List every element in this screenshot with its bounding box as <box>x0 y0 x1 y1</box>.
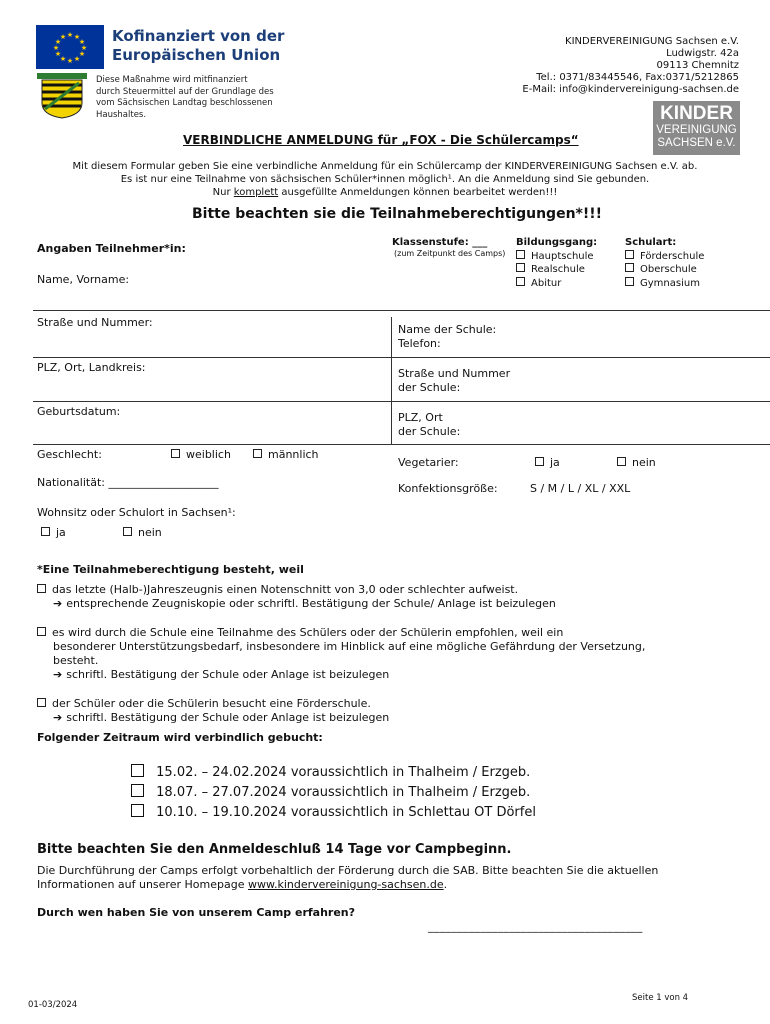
eligibility-criterion-special-school[interactable] <box>37 697 389 725</box>
checkbox-icon[interactable] <box>625 250 634 259</box>
deadline-line-suffix: . <box>443 878 448 891</box>
clothing-size-label: Konfektionsgröße: <box>398 482 498 495</box>
deadline-heading: Bitte beachten Sie den Anmeldeschluß 14 Tage vor Campbeginn. <box>37 842 512 857</box>
gender-label: Geschlecht: <box>37 448 102 461</box>
criterion-line: das letzte (Halb-)Jahreszeugnis einen Notenschnitt von 3,0 oder schlechter aufweist. <box>52 583 519 596</box>
form-title: VERBINDLICHE ANMELDUNG für „FOX - Die Schülercamps“ <box>183 133 579 147</box>
track-option-label: Abitur <box>531 277 562 289</box>
svg-text:★: ★ <box>73 33 81 41</box>
checkbox-icon[interactable] <box>625 277 634 286</box>
intro-emphasis: komplett <box>233 187 279 198</box>
intro-prefix: Nur <box>212 187 231 198</box>
checkbox-icon[interactable] <box>625 263 634 272</box>
criterion-text <box>37 626 645 640</box>
residence-label: Wohnsitz oder Schulort in Sachsen¹: <box>37 506 236 519</box>
eu-cofinance-line1: Kofinanziert von der <box>112 27 285 45</box>
source-answer-line[interactable]: _____________________________________ <box>428 920 643 933</box>
criterion-line: der Schüler oder die Schülerin besucht eine Förderschule. <box>52 697 371 710</box>
name-label[interactable]: Name, Vorname: <box>37 273 130 286</box>
homepage-link[interactable]: www.kindervereinigung-sachsen.de <box>247 878 444 891</box>
checkbox-icon[interactable] <box>123 527 132 536</box>
school-street-field[interactable] <box>398 367 510 395</box>
booking-option[interactable] <box>131 763 536 783</box>
track-label: Bildungsgang: <box>516 237 598 248</box>
page-number: Seite 1 von 4 <box>632 993 689 1003</box>
criterion-text <box>37 583 556 597</box>
svg-text:★: ★ <box>52 44 60 52</box>
source-question: Durch wen haben Sie von unserem Camp erfahren? <box>37 906 356 919</box>
criterion-note-text: schriftl. Bestätigung der Schule oder Anlage ist beizulegen <box>66 711 390 724</box>
nationality-field[interactable]: Nationalität: ____________________ <box>37 476 219 489</box>
deadline-line-prefix: Informationen auf unserer Homepage <box>37 878 245 891</box>
address-line: E-Mail: info@kindervereinigung-sachsen.de <box>522 84 739 95</box>
kindervereinigung-logo <box>653 101 740 155</box>
gender-option-label: weiblich <box>186 448 231 461</box>
zip-city-label[interactable]: PLZ, Ort, Landkreis: <box>37 361 146 374</box>
organization-address <box>522 36 739 96</box>
vegetarian-option-label: ja <box>550 456 560 469</box>
track-group <box>516 237 597 290</box>
arrow-right-icon: ➔ <box>53 668 63 681</box>
checkbox-icon[interactable] <box>37 627 46 636</box>
school-street-label: der Schule: <box>398 381 461 394</box>
checkbox-icon[interactable] <box>516 263 525 272</box>
booking-dates <box>131 763 536 823</box>
deadline-text <box>37 864 658 892</box>
form-column-divider <box>391 317 392 444</box>
school-type-label: Schulart: <box>625 237 677 248</box>
checkbox-icon[interactable] <box>253 449 262 458</box>
booking-option[interactable] <box>131 783 536 803</box>
school-name-field[interactable] <box>398 323 496 351</box>
svg-text:★: ★ <box>78 50 86 58</box>
birthdate-label[interactable]: Geburtsdatum: <box>37 405 121 418</box>
checkbox-icon[interactable] <box>131 784 144 797</box>
eligibility-criterion-recommendation[interactable] <box>37 626 645 682</box>
booking-option-label: 10.10. – 19.10.2024 voraussichtlich in Schlettau OT Dörfel <box>156 805 536 820</box>
school-zip-label: der Schule: <box>398 425 461 438</box>
address-line: Tel.: 0371/83445546, Fax:0371/5212865 <box>536 72 739 83</box>
saxony-funding-note <box>96 75 274 121</box>
booking-option[interactable] <box>131 803 536 823</box>
svg-text:★: ★ <box>80 44 88 52</box>
school-type-option-gymnasium[interactable] <box>625 277 704 291</box>
checkbox-icon[interactable] <box>131 764 144 777</box>
intro-suffix: ausgefüllte Anmeldungen können bearbeitet werden!!! <box>281 187 558 198</box>
criterion-note <box>37 597 556 611</box>
eu-flag <box>36 25 104 69</box>
criterion-note <box>37 711 389 725</box>
street-label[interactable]: Straße und Nummer: <box>37 316 153 329</box>
address-line: 09113 Chemnitz <box>656 60 739 71</box>
school-type-option-foerderschule[interactable] <box>625 250 704 264</box>
form-divider <box>33 444 770 445</box>
form-divider <box>33 357 770 358</box>
track-option-abitur[interactable] <box>516 277 597 291</box>
booking-option-label: 18.07. – 27.07.2024 voraussichtlich in Thalheim / Erzgeb. <box>156 785 531 800</box>
saxony-note-line: Diese Maßnahme wird mitfinanziert <box>96 75 248 85</box>
arrow-right-icon: ➔ <box>53 597 63 610</box>
residence-option-no[interactable] <box>123 526 162 539</box>
grade-note: (zum Zeitpunkt des Camps) <box>394 249 506 258</box>
deadline-line: Die Durchführung der Camps erfolgt vorbehaltlich der Förderung durch die SAB. Bitte beachten Sie die aktuellen <box>37 864 659 877</box>
gender-option-male[interactable] <box>253 448 319 461</box>
school-phone-label: Telefon: <box>398 337 441 350</box>
track-option-label: Hauptschule <box>531 250 594 262</box>
svg-text:★: ★ <box>59 55 67 63</box>
school-type-option-label: Förderschule <box>640 250 705 262</box>
checkbox-icon[interactable] <box>516 277 525 286</box>
eligibility-heading: *Eine Teilnahmeberechtigung besteht, weil <box>37 563 304 576</box>
intro-line: Mit diesem Formular geben Sie eine verbindliche Anmeldung für ein Schülercamp der KINDERVEREINIGUNG Sachsen e.V. ab. <box>72 161 698 172</box>
address-line: Ludwigstr. 42a <box>666 48 739 59</box>
criterion-note <box>37 668 645 682</box>
checkbox-icon[interactable] <box>617 457 626 466</box>
address-line: KINDERVEREINIGUNG Sachsen e.V. <box>565 36 739 47</box>
document-version: 01-03/2024 <box>28 1000 78 1010</box>
gender-option-label: männlich <box>268 448 319 461</box>
saxony-note-line: durch Steuermittel auf der Grundlage des <box>96 86 274 97</box>
checkbox-icon[interactable] <box>535 457 544 466</box>
school-zip-field[interactable] <box>398 411 460 439</box>
checkbox-icon[interactable] <box>131 804 144 817</box>
intro-text <box>40 160 730 199</box>
track-option-label: Realschule <box>531 264 585 275</box>
notice-heading: Bitte beachten sie die Teilnahmeberechtigungen*!!! <box>192 206 603 222</box>
arrow-right-icon: ➔ <box>53 711 63 724</box>
booking-heading: Folgender Zeitraum wird verbindlich gebucht: <box>37 731 323 744</box>
svg-text:★: ★ <box>73 55 81 63</box>
eu-cofinance-line2: Europäischen Union <box>112 46 281 64</box>
deadline-line <box>37 878 658 892</box>
gender-option-female[interactable] <box>171 448 231 461</box>
vegetarian-option-no[interactable] <box>617 456 656 469</box>
svg-text:★: ★ <box>54 38 62 46</box>
logo-line: KINDER <box>660 103 733 124</box>
school-type-option-label: Gymnasium <box>640 277 700 289</box>
criterion-line: besteht. <box>53 654 99 667</box>
track-option-realschule[interactable] <box>516 263 597 277</box>
clothing-size-options[interactable]: S / M / L / XL / XXL <box>530 482 631 495</box>
residence-option-label: nein <box>138 526 162 539</box>
criterion-line: besonderer Unterstützungsbedarf, insbesondere im Hinblick auf eine mögliche Gefährdung der Versetzung, <box>53 640 646 653</box>
criterion-note-text: entsprechende Zeugniskopie oder schriftl. Bestätigung der Schule/ Anlage ist beizulegen <box>66 597 556 610</box>
saxony-note-line: Haushaltes. <box>96 109 147 120</box>
svg-text:★: ★ <box>54 50 62 58</box>
svg-text:★: ★ <box>66 57 74 65</box>
eu-stars-icon <box>36 25 104 69</box>
form-divider <box>33 401 770 402</box>
checkbox-icon[interactable] <box>41 527 50 536</box>
participant-heading: Angaben Teilnehmer*in: <box>37 242 186 255</box>
vegetarian-label: Vegetarier: <box>398 456 459 469</box>
criterion-text <box>37 697 389 711</box>
saxony-coat-of-arms-icon <box>37 73 87 119</box>
school-zip-label: PLZ, Ort <box>398 411 443 424</box>
checkbox-icon[interactable] <box>37 584 46 593</box>
booking-option-label: 15.02. – 24.02.2024 voraussichtlich in Thalheim / Erzgeb. <box>156 765 531 780</box>
school-type-group <box>625 237 704 290</box>
logo-line: SACHSEN e.V. <box>657 137 736 149</box>
grade-label[interactable]: Klassenstufe: ___ <box>392 237 488 248</box>
svg-text:★: ★ <box>59 33 67 41</box>
svg-text:★: ★ <box>66 31 74 39</box>
track-option-hauptschule[interactable] <box>516 250 597 264</box>
saxony-note-line: vom Sächsischen Landtag beschlossenen <box>96 98 273 108</box>
form-divider <box>33 310 770 311</box>
eligibility-criterion-grades[interactable] <box>37 583 556 611</box>
school-street-label: Straße und Nummer <box>398 367 511 380</box>
intro-line <box>40 186 730 199</box>
criterion-line: es wird durch die Schule eine Teilnahme des Schülers oder der Schülerin empfohlen, weil ein <box>52 626 564 639</box>
checkbox-icon[interactable] <box>516 250 525 259</box>
vegetarian-option-label: nein <box>632 456 656 469</box>
logo-line: VEREINIGUNG <box>656 124 737 136</box>
residence-option-label: ja <box>56 526 66 539</box>
residence-option-yes[interactable] <box>41 526 66 539</box>
intro-line: Es ist nur eine Teilnahme von sächsischen Schüler*innen möglich¹. An die Anmeldung sind Sie gebunden. <box>120 174 650 185</box>
school-type-option-label: Oberschule <box>640 264 697 275</box>
checkbox-icon[interactable] <box>37 698 46 707</box>
school-type-option-oberschule[interactable] <box>625 263 704 277</box>
school-name-label: Name der Schule: <box>398 323 497 336</box>
checkbox-icon[interactable] <box>171 449 180 458</box>
criterion-note-text: schriftl. Bestätigung der Schule oder Anlage ist beizulegen <box>66 668 390 681</box>
svg-text:★: ★ <box>78 38 86 46</box>
vegetarian-option-yes[interactable] <box>535 456 560 469</box>
